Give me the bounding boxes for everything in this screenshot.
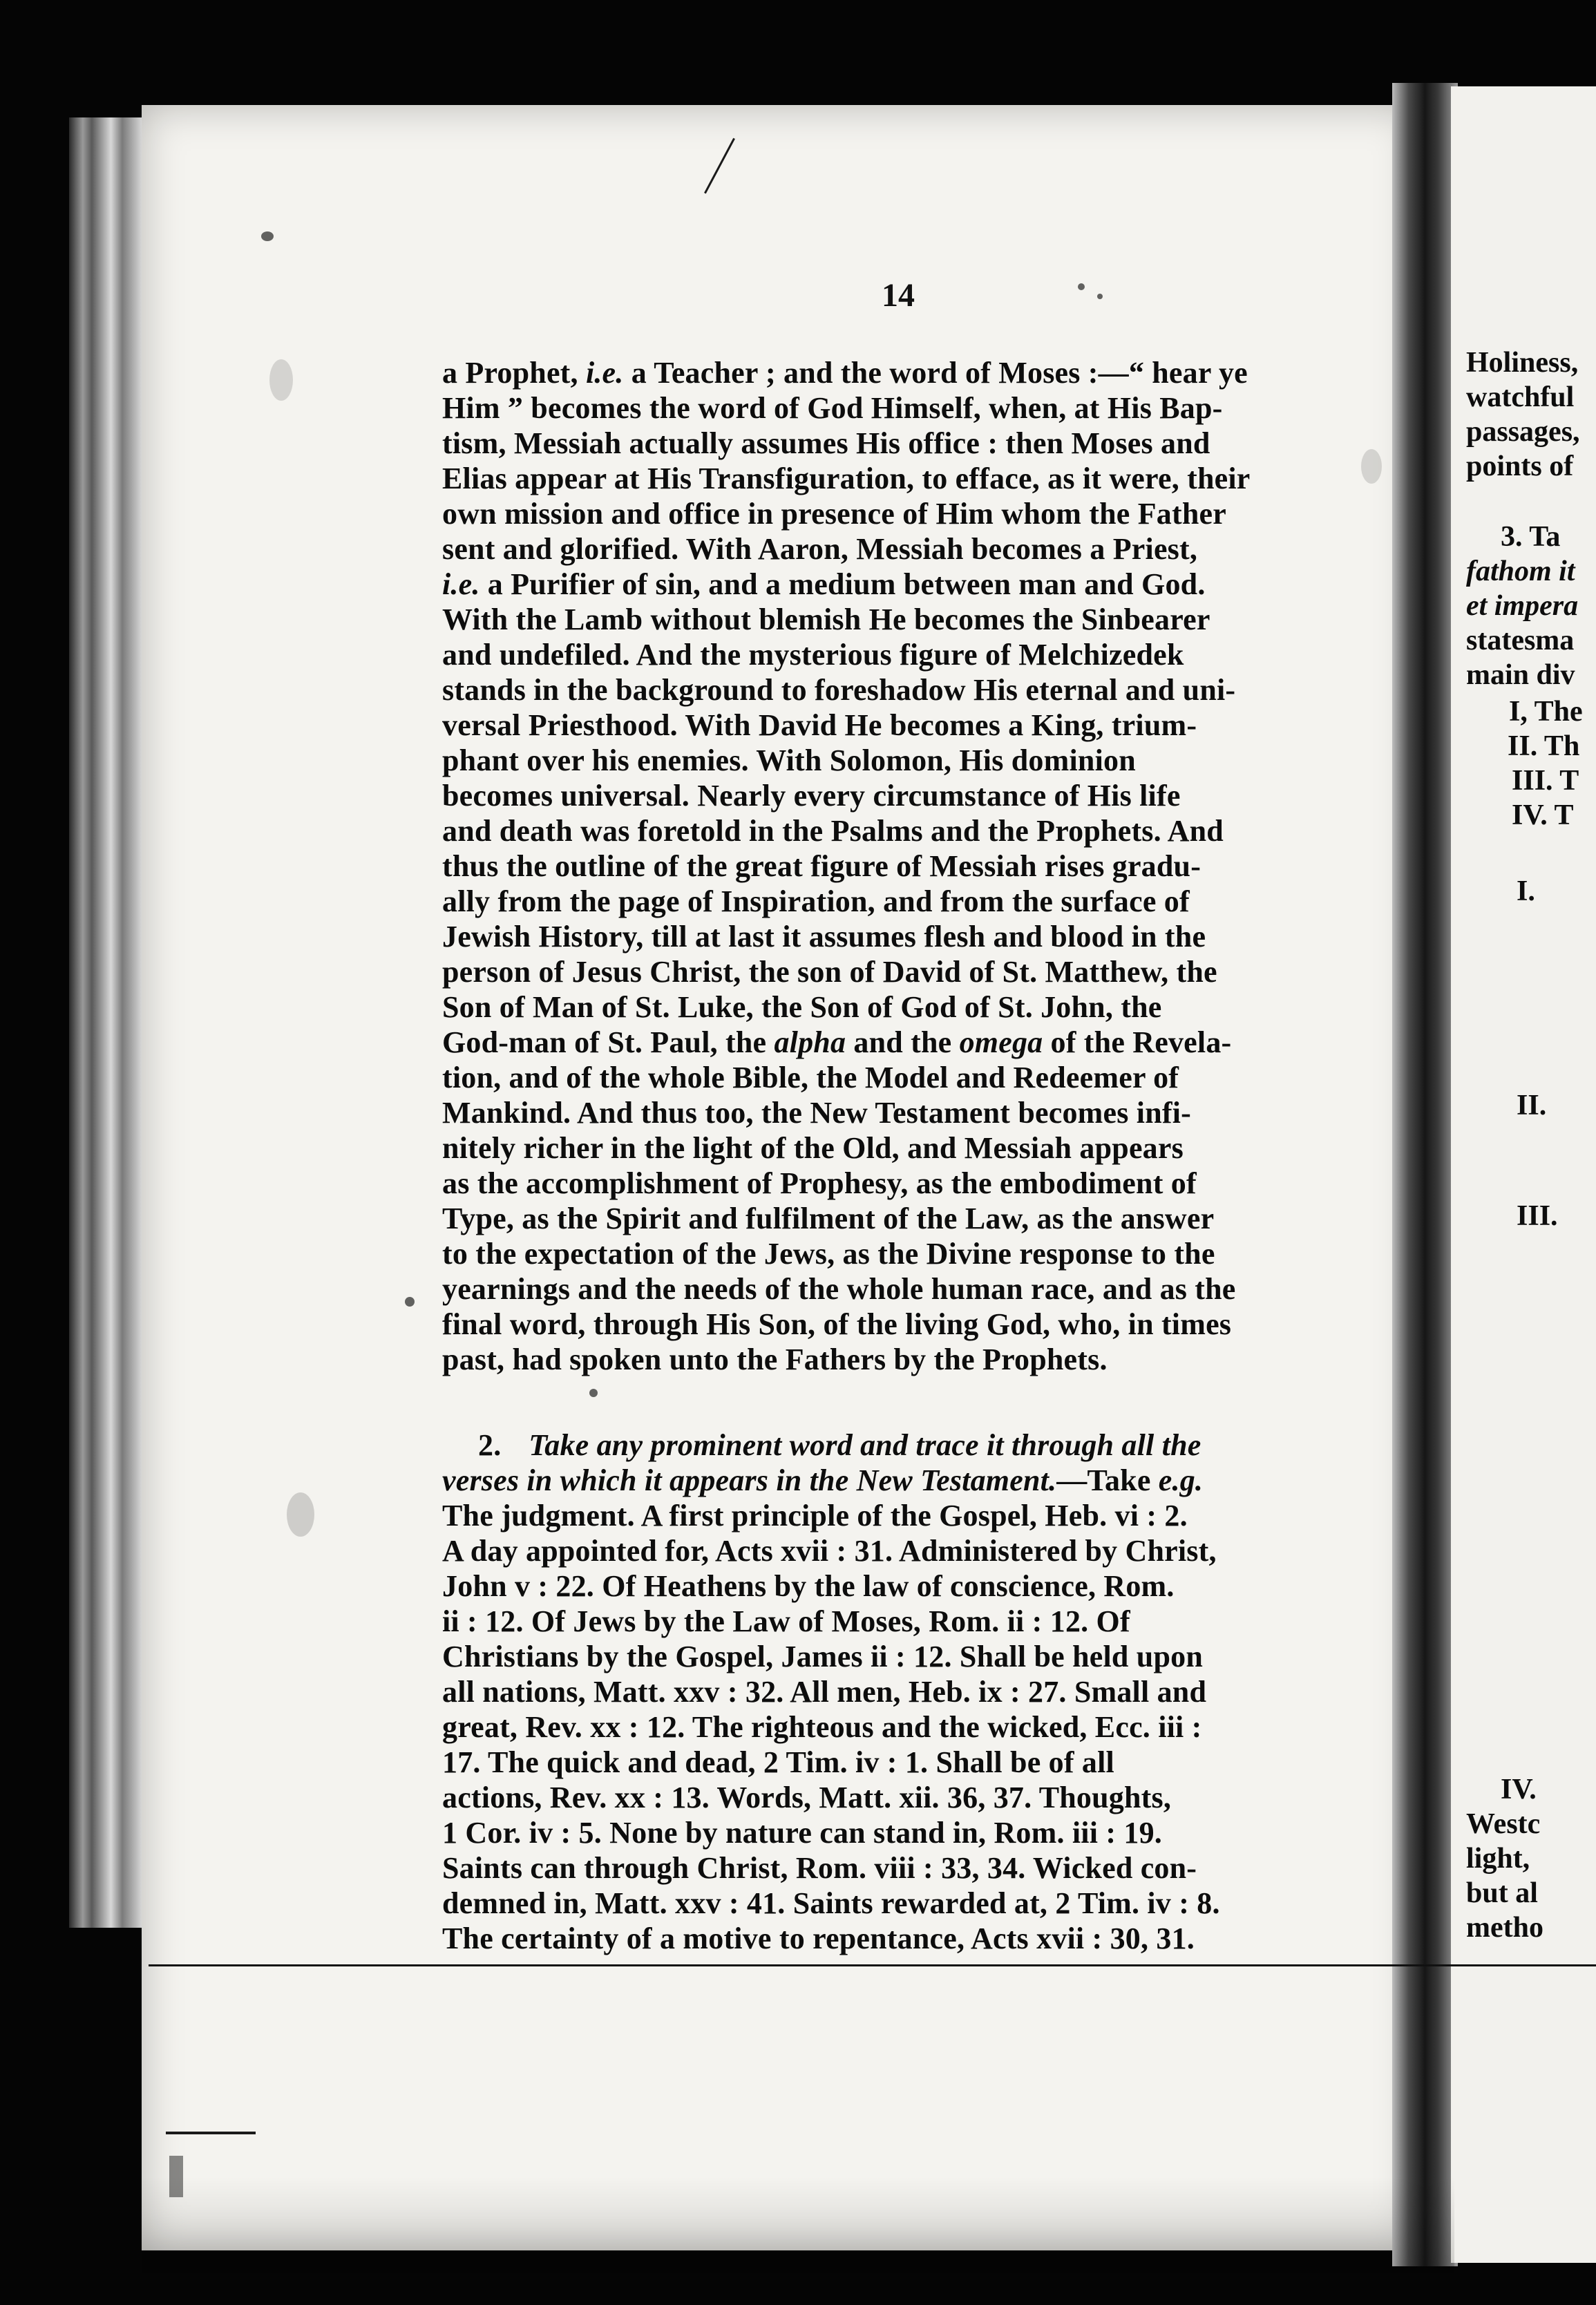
page-number: 14 (882, 277, 915, 314)
fragment-line: metho (1466, 1912, 1543, 1944)
item-number: 2. (478, 1428, 502, 1462)
text-line: person of Jesus Christ, the son of David of St. Matthew, the (442, 955, 1217, 989)
text-line: The judgment. A first principle of the Gospel, Heb. vi : 2. (442, 1499, 1188, 1533)
text-line: sent and glorified. With Aaron, Messiah becomes a Priest, (442, 532, 1198, 566)
text-line (442, 1427, 1347, 1463)
ink-speck (261, 231, 274, 241)
text-line: stands in the background to foreshadow His eternal and uni- (442, 673, 1236, 707)
text-line: God-man of St. Paul, the alpha and the omega of the Revela- (442, 1025, 1232, 1059)
fragment-line: IV. T (1512, 799, 1574, 831)
fragment-line: light, (1466, 1843, 1530, 1875)
text-line: versal Priesthood. With David He becomes a King, trium- (442, 708, 1197, 742)
scratch-mark (166, 2132, 256, 2134)
fragment-line: et impera (1466, 590, 1579, 622)
fragment-line: statesma (1466, 625, 1575, 656)
text-line: Him ” becomes the word of God Himself, when, at His Bap- (442, 391, 1223, 425)
fragment-line: Holiness, (1466, 347, 1579, 379)
item-heading-rest: —Take e.g. (1056, 1463, 1204, 1497)
page-bottom-shade (142, 2176, 1454, 2273)
text-line: Elias appear at His Transfiguration, to efface, as it were, their (442, 462, 1251, 495)
text-line: With the Lamb without blemish He becomes the Sinbearer (442, 603, 1210, 636)
text-line: nitely richer in the light of the Old, and Messiah appears (442, 1131, 1184, 1165)
fragment-line: IV. (1501, 1774, 1537, 1805)
text-line: actions, Rev. xx : 13. Words, Matt. xii. 36, 37. Thoughts, (442, 1781, 1172, 1814)
scratch-mark (169, 2156, 183, 2197)
fragment-numeral: II. (1517, 1090, 1547, 1121)
text-line: and undefiled. And the mysterious figure of Melchizedek (442, 638, 1184, 672)
text-line: demned in, Matt. xxv : 41. Saints rewarded at, 2 Tim. iv : 8. (442, 1886, 1220, 1920)
text-line: Christians by the Gospel, James ii : 12. Shall be held upon (442, 1640, 1203, 1673)
text-line: Type, as the Spirit and fulfilment of the Law, as the answer (442, 1202, 1215, 1235)
fragment-line: Westc (1466, 1808, 1541, 1840)
fragment-line: but al (1466, 1877, 1538, 1909)
ink-speck (1097, 294, 1103, 299)
text-line: a Prophet, i.e. a Teacher ; and the word of Moses :—“ hear ye (442, 356, 1248, 390)
text-line: yearnings and the needs of the whole human race, and as the (442, 1272, 1236, 1306)
text-line: past, had spoken unto the Fathers by the Prophets. (442, 1343, 1108, 1376)
ink-speck (1078, 283, 1085, 290)
fragment-numeral: III. (1517, 1200, 1558, 1232)
fragment-line: points of (1466, 450, 1574, 482)
text-line: John v : 22. Of Heathens by the law of conscience, Rom. (442, 1569, 1175, 1603)
fragment-line: passages, (1466, 416, 1580, 448)
text-line: Jewish History, till at last it assumes flesh and blood in the (442, 920, 1206, 954)
text-line: final word, through His Son, of the living God, who, in times (442, 1307, 1232, 1341)
text-line: tism, Messiah actually assumes His office : then Moses and (442, 426, 1210, 460)
text-line: i.e. a Purifier of sin, and a medium between man and God. (442, 567, 1206, 601)
page-edge-left (69, 117, 145, 1928)
ink-speck (405, 1297, 415, 1307)
fragment-line: II. Th (1508, 730, 1580, 762)
ink-speck (287, 1492, 314, 1537)
text-line: The certainty of a motive to repentance, Acts xvii : 30, 31. (442, 1922, 1195, 1955)
text-line: Saints can through Christ, Rom. viii : 33, 34. Wicked con- (442, 1851, 1197, 1885)
text-line: own mission and office in presence of Him whom the Father (442, 497, 1226, 531)
fragment-line: I, The (1509, 696, 1583, 728)
text-line: all nations, Matt. xxv : 32. All men, Heb. ix : 27. Small and (442, 1675, 1207, 1709)
item-heading: verses in which it appears in the New Testament. (442, 1463, 1057, 1497)
text-line: Mankind. And thus too, the New Testament becomes infi- (442, 1096, 1192, 1130)
text-line: tion, and of the whole Bible, the Model and Redeemer of (442, 1061, 1179, 1094)
ink-speck (589, 1389, 598, 1397)
text-line: A day appointed for, Acts xvii : 31. Administered by Christ, (442, 1534, 1217, 1568)
text-line: great, Rev. xx : 12. The righteous and the wicked, Ecc. iii : (442, 1710, 1202, 1744)
text-line: 17. The quick and dead, 2 Tim. iv : 1. Shall be of all (442, 1745, 1114, 1779)
text-line: Son of Man of St. Luke, the Son of God of St. John, the (442, 990, 1162, 1024)
text-line: to the expectation of the Jews, as the Divine response to the (442, 1237, 1215, 1271)
text-line: becomes universal. Nearly every circumstance of His life (442, 779, 1181, 813)
text-line: thus the outline of the great figure of Messiah rises gradu- (442, 849, 1201, 883)
text-line (442, 1463, 1347, 1498)
crop-line (149, 1964, 1596, 1966)
text-line: and death was foretold in the Psalms and the Prophets. And (442, 814, 1224, 848)
book-gutter (1392, 83, 1458, 2266)
text-line: phant over his enemies. With Solomon, His dominion (442, 743, 1136, 777)
ink-speck (269, 359, 293, 401)
text-line: as the accomplishment of Prophesy, as the embodiment of (442, 1166, 1197, 1200)
ink-speck (1361, 449, 1382, 484)
item-heading: Take any prominent word and trace it through all the (529, 1428, 1201, 1462)
fragment-line: main div (1466, 659, 1575, 691)
fragment-numeral: I. (1517, 875, 1535, 907)
text-line: ally from the page of Inspiration, and from the surface of (442, 884, 1190, 918)
fragment-line: 3. Ta (1501, 521, 1561, 553)
fragment-line: III. T (1512, 765, 1579, 797)
text-line: 1 Cor. iv : 5. None by nature can stand in, Rom. iii : 19. (442, 1816, 1163, 1850)
fragment-line: fathom it (1466, 556, 1575, 587)
fragment-line: watchful (1466, 381, 1575, 413)
text-line: ii : 12. Of Jews by the Law of Moses, Rom. ii : 12. Of (442, 1604, 1130, 1638)
